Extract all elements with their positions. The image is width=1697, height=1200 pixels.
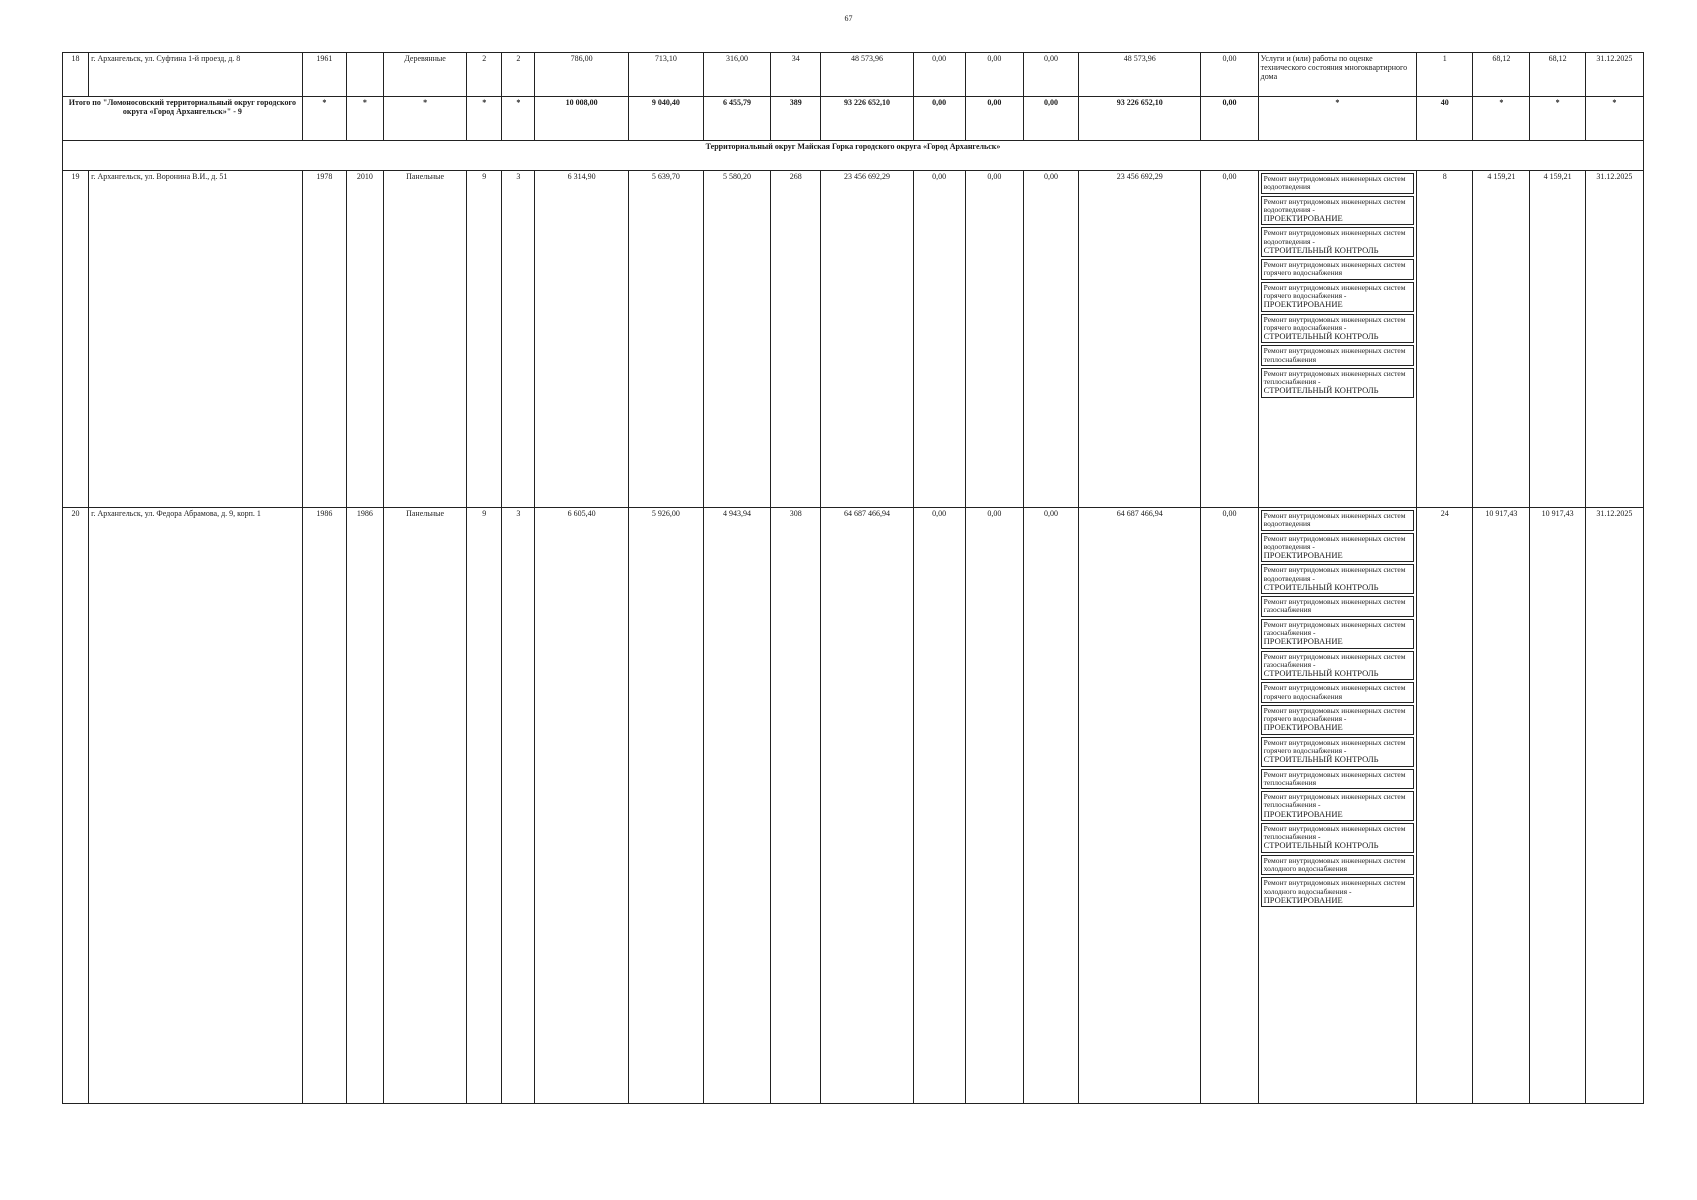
work-item-text: Ремонт внутридомовых инженерных систем газоснабжения - (1263, 619, 1406, 637)
total-row-lomonosov (63, 97, 1644, 141)
star-cell: * (383, 97, 466, 141)
total-area: 6 605,40 (535, 508, 628, 1104)
section-title: Территориальный округ Майская Горка городского округа «Город Архангельск» (63, 141, 1644, 171)
work-item (1261, 196, 1415, 226)
work-item (1261, 510, 1415, 531)
work-item-text: Ремонт внутридомовых инженерных систем теплоснабжения - (1263, 792, 1406, 810)
work-item-text: Ремонт внутридомовых инженерных систем теплоснабжения - (1263, 823, 1406, 842)
work-item-text: Ремонт внутридомовых инженерных систем водоотведения - (1263, 533, 1406, 551)
work-item (1261, 877, 1415, 907)
work-item-stage: СТРОИТЕЛЬНЫЙ КОНТРОЛЬ (1263, 331, 1379, 342)
star-cell: * (467, 97, 502, 141)
work-item-stage: ПРОЕКТИРОВАНИЕ (1263, 894, 1343, 905)
fund-federal: 0,00 (913, 53, 965, 97)
work-item-text: Ремонт внутридомовых инженерных систем горячего водоснабжения - (1263, 314, 1406, 332)
total-label: Итого по "Ломоносовский территориальный округ городского округа «Город Архангельск»" - 9 (63, 97, 303, 141)
table-row-20 (63, 508, 1644, 1104)
capital-repair-table (62, 52, 1644, 1104)
work-item-text: Ремонт внутридомовых инженерных систем горячего водоснабжения - (1263, 737, 1406, 755)
work-item (1261, 282, 1415, 312)
table-row-19 (63, 171, 1644, 508)
star-cell: * (1585, 97, 1643, 141)
work-item-text: Ремонт внутридомовых инженерных систем газоснабжения (1263, 597, 1406, 615)
residential-area: 316,00 (703, 53, 770, 97)
residents: 268 (771, 171, 821, 508)
fund-owners: 48 573,96 (1079, 53, 1201, 97)
year-overhaul: 1986 (346, 508, 383, 1104)
entrances: 2 (502, 53, 535, 97)
residential-area: 4 943,94 (703, 508, 770, 1104)
work-item (1261, 651, 1415, 681)
fund-regional: 0,00 (965, 171, 1023, 508)
row-number: 18 (63, 53, 89, 97)
year-built: 1986 (302, 508, 346, 1104)
work-item-stage: ПРОЕКТИРОВАНИЕ (1263, 636, 1343, 647)
work-count: 24 (1417, 508, 1473, 1104)
work-item-text: Ремонт внутридомовых инженерных систем теплоснабжения (1263, 769, 1406, 787)
living-area: 5 639,70 (628, 171, 703, 508)
work-item-stage: СТРОИТЕЛЬНЫЙ КОНТРОЛЬ (1263, 668, 1379, 679)
star-cell: * (302, 97, 346, 141)
work-list (1261, 172, 1415, 399)
max-unit-cost: 10 917,43 (1530, 508, 1585, 1104)
row-number: 19 (63, 171, 89, 508)
work-list (1261, 509, 1415, 908)
fund-regional: 0,00 (965, 97, 1023, 141)
work-item (1261, 596, 1415, 617)
work-item-stage: СТРОИТЕЛЬНЫЙ КОНТРОЛЬ (1263, 385, 1379, 396)
work-count: 1 (1417, 53, 1473, 97)
fund-local: 0,00 (1023, 97, 1078, 141)
living-area: 9 040,40 (628, 97, 703, 141)
work-item-text: Ремонт внутридомовых инженерных систем горячего водоснабжения - (1263, 705, 1406, 724)
deadline: 31.12.2025 (1585, 508, 1643, 1104)
wall-material: Панельные (383, 508, 466, 1104)
fund-other: 0,00 (1201, 171, 1258, 508)
work-item (1261, 564, 1415, 594)
work-item-text: Ремонт внутридомовых инженерных систем теплоснабжения (1263, 346, 1406, 364)
work-item-stage: ПРОЕКТИРОВАНИЕ (1263, 299, 1343, 310)
work-item (1261, 855, 1415, 876)
star-cell: * (1530, 97, 1585, 141)
work-item (1261, 314, 1415, 344)
fund-regional: 0,00 (965, 508, 1023, 1104)
work-item-text: Ремонт внутридомовых инженерных систем водоотведения - (1263, 565, 1406, 583)
work-item-stage: ПРОЕКТИРОВАНИЕ (1263, 808, 1343, 819)
total-cost: 48 573,96 (821, 53, 913, 97)
floors: 2 (467, 53, 502, 97)
fund-other: 0,00 (1201, 53, 1258, 97)
work-type: Услуги и (или) работы по оценке технического состояния многоквартирного дома (1258, 53, 1417, 97)
unit-cost: 4 159,21 (1473, 171, 1530, 508)
residential-area: 5 580,20 (703, 171, 770, 508)
work-item (1261, 823, 1415, 853)
work-item-text: Ремонт внутридомовых инженерных систем холодного водоснабжения - (1263, 878, 1406, 896)
unit-cost: 10 917,43 (1473, 508, 1530, 1104)
residents: 34 (771, 53, 821, 97)
wall-material: Панельные (383, 171, 466, 508)
work-item (1261, 173, 1415, 194)
work-item (1261, 682, 1415, 703)
fund-regional: 0,00 (965, 53, 1023, 97)
work-item-stage: ПРОЕКТИРОВАНИЕ (1263, 550, 1343, 560)
work-item (1261, 769, 1415, 790)
living-area: 713,10 (628, 53, 703, 97)
work-item (1261, 705, 1415, 735)
fund-local: 0,00 (1023, 171, 1078, 508)
work-item (1261, 368, 1415, 398)
address: г. Архангельск, ул. Федора Абрамова, д. 9, корп. 1 (89, 508, 303, 1104)
wall-material: Деревянные (383, 53, 466, 97)
living-area: 5 926,00 (628, 508, 703, 1104)
work-item (1261, 791, 1415, 821)
entrances: 3 (502, 508, 535, 1104)
work-item (1261, 259, 1415, 280)
work-item-text: Ремонт внутридомовых инженерных систем водоотведения - (1263, 196, 1406, 214)
fund-owners: 64 687 466,94 (1079, 508, 1201, 1104)
work-count: 8 (1417, 171, 1473, 508)
year-overhaul: 2010 (346, 171, 383, 508)
fund-local: 0,00 (1023, 508, 1078, 1104)
work-item-stage: ПРОЕКТИРОВАНИЕ (1263, 213, 1343, 223)
fund-federal: 0,00 (913, 171, 965, 508)
work-count: 40 (1417, 97, 1473, 141)
total-area: 10 008,00 (535, 97, 628, 141)
residents: 308 (771, 508, 821, 1104)
page-number: 67 (844, 14, 853, 23)
work-item-text: Ремонт внутридомовых инженерных систем водоотведения (1263, 174, 1406, 192)
deadline: 31.12.2025 (1585, 171, 1643, 508)
unit-cost: 68,12 (1473, 53, 1530, 97)
work-list-20 (1258, 508, 1417, 1104)
star-cell: * (502, 97, 535, 141)
work-item-text: Ремонт внутридомовых инженерных систем теплоснабжения - (1263, 368, 1406, 387)
work-item (1261, 619, 1415, 649)
year-built: 1978 (302, 171, 346, 508)
fund-owners: 23 456 692,29 (1079, 171, 1201, 508)
work-item-stage: СТРОИТЕЛЬНЫЙ КОНТРОЛЬ (1263, 581, 1379, 592)
work-item-text: Ремонт внутридомовых инженерных систем водоотведения (1263, 511, 1406, 529)
section-header-row (63, 141, 1644, 171)
work-list-19 (1258, 171, 1417, 508)
work-item (1261, 345, 1415, 366)
work-item-stage: ПРОЕКТИРОВАНИЕ (1263, 722, 1343, 733)
total-area: 786,00 (535, 53, 628, 97)
total-cost: 23 456 692,29 (821, 171, 913, 508)
fund-other: 0,00 (1201, 508, 1258, 1104)
work-item-text: Ремонт внутридомовых инженерных систем горячего водоснабжения (1263, 683, 1406, 701)
work-item-stage: СТРОИТЕЛЬНЫЙ КОНТРОЛЬ (1263, 754, 1379, 765)
fund-other: 0,00 (1201, 97, 1258, 141)
work-item-stage: СТРОИТЕЛЬНЫЙ КОНТРОЛЬ (1263, 244, 1379, 255)
work-item-text: Ремонт внутридомовых инженерных систем горячего водоснабжения (1263, 260, 1406, 278)
year-built: 1961 (302, 53, 346, 97)
fund-federal: 0,00 (913, 508, 965, 1104)
floors: 9 (467, 508, 502, 1104)
address: г. Архангельск, ул. Воронина В.И., д. 51 (89, 171, 303, 508)
row-number: 20 (63, 508, 89, 1104)
fund-federal: 0,00 (913, 97, 965, 141)
star-cell: * (1473, 97, 1530, 141)
work-item-text: Ремонт внутридомовых инженерных систем горячего водоснабжения - (1263, 282, 1406, 300)
star-cell: * (1258, 97, 1417, 141)
max-unit-cost: 68,12 (1530, 53, 1585, 97)
fund-owners: 93 226 652,10 (1079, 97, 1201, 141)
work-item-text: Ремонт внутридомовых инженерных систем водоотведения - (1263, 228, 1406, 246)
work-item-stage: СТРОИТЕЛЬНЫЙ КОНТРОЛЬ (1263, 840, 1379, 851)
entrances: 3 (502, 171, 535, 508)
table-row-18 (63, 53, 1644, 97)
floors: 9 (467, 171, 502, 508)
address: г. Архангельск, ул. Суфтина 1-й проезд, д. 8 (89, 53, 303, 97)
work-item (1261, 227, 1415, 257)
fund-local: 0,00 (1023, 53, 1078, 97)
deadline: 31.12.2025 (1585, 53, 1643, 97)
work-item-text: Ремонт внутридомовых инженерных систем газоснабжения - (1263, 651, 1406, 669)
total-area: 6 314,90 (535, 171, 628, 508)
residential-area: 6 455,79 (703, 97, 770, 141)
work-item (1261, 737, 1415, 767)
total-cost: 93 226 652,10 (821, 97, 913, 141)
residents: 389 (771, 97, 821, 141)
total-cost: 64 687 466,94 (821, 508, 913, 1104)
work-item (1261, 533, 1415, 563)
work-item-text: Ремонт внутридомовых инженерных систем холодного водоснабжения (1263, 855, 1406, 873)
year-overhaul (346, 53, 383, 97)
max-unit-cost: 4 159,21 (1530, 171, 1585, 508)
star-cell: * (346, 97, 383, 141)
